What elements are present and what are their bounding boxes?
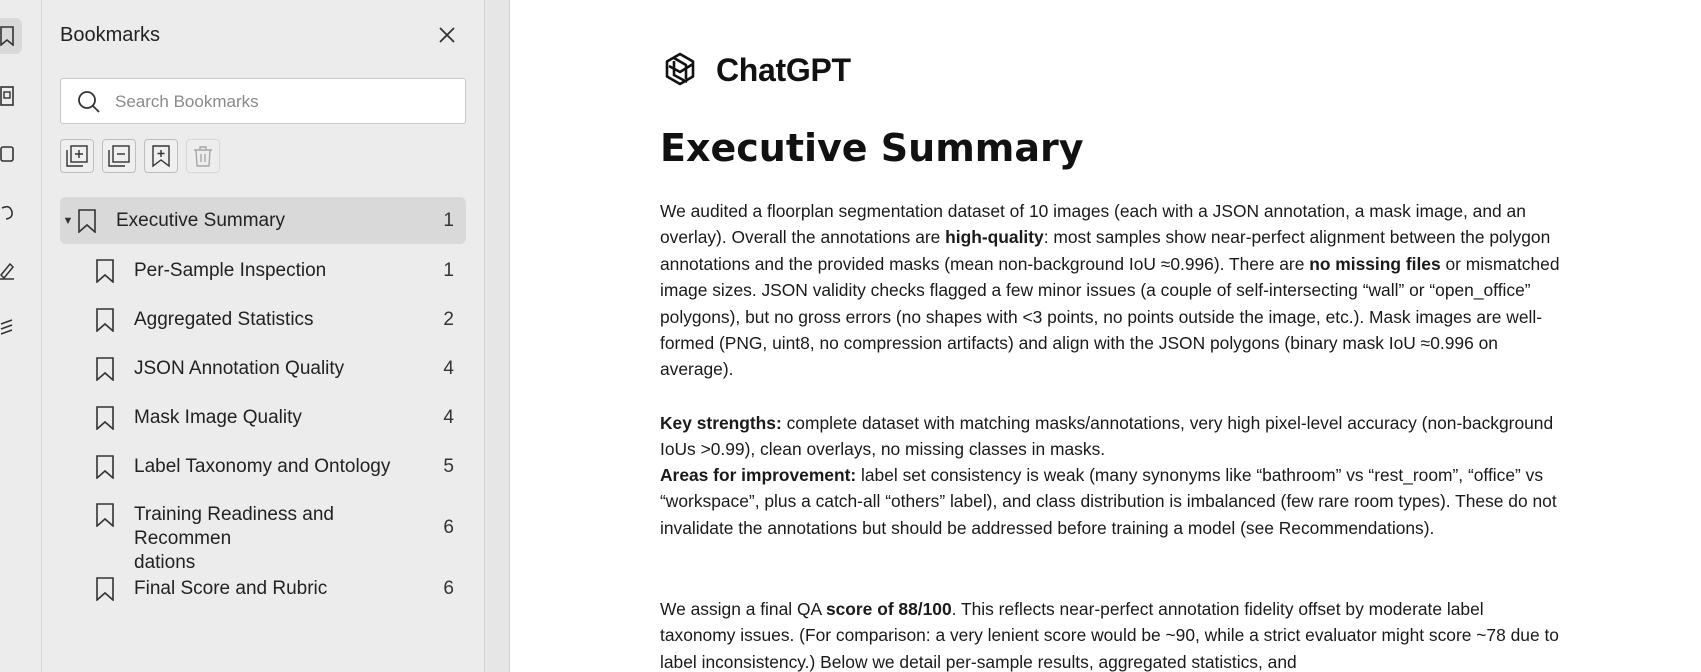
signature-icon [0,260,14,280]
collapse-all-icon [107,144,131,168]
summary-paragraph-1 [660,198,1560,383]
text-run: We audited a floorplan segmentation dataset of 10 images (each with a JSON annotation, a mask image, and an overlay). Overall the annotations are [660,201,1526,248]
thumbnails-rail-button[interactable] [0,78,22,114]
search-input[interactable] [113,79,457,125]
bookmarks-toolbar [60,139,220,173]
document-title: Executive Summary [660,126,1084,170]
bookmarks-panel [42,0,485,672]
bookmark-item-per-sample-inspection[interactable] [60,246,466,295]
bookmark-item-training-readiness[interactable] [60,491,466,573]
brand-name: ChatGPT [716,51,851,88]
bookmark-list [60,197,466,613]
text-run: or mismatched image sizes. JSON validity checks flagged a few minor issues (a couple of self-intersecting “wall” or “open_office” polygons), but no gross errors (no shapes with <3 points, no points outside the image, etc.). Mask images are well-formed (PNG, uint8, no compression artifacts) and align with the JSON polygons (binary mask IoU ≈0.996 on average). [660,253,1560,380]
bookmark-item-mask-image-quality[interactable] [60,393,466,442]
text-run: We assign a final QA [660,599,826,619]
text-run: : most samples show near-perfect alignment between the polygon annotations and the provided masks (mean non-background IoU ≈0.996). There are [660,227,1551,274]
bookmark-icon [96,503,114,527]
bold-text-run: no missing files [1309,253,1441,274]
bold-text-run: Key strengths: [660,413,782,433]
bookmark-item-executive-summary[interactable] [60,197,466,244]
bookmark-icon [96,455,114,479]
expand-all-button[interactable] [60,139,94,173]
bookmark-item-json-annotation-quality[interactable] [60,344,466,393]
brand-header [660,50,851,90]
bookmark-page-number: 4 [443,357,454,379]
bookmark-label-line-1: Training Readiness and Recommen [134,504,334,549]
bookmark-item-aggregated-statistics[interactable] [60,295,466,344]
trash-icon [191,144,215,168]
text-run: label set consistency is weak (many synonyms like “bathroom” vs “rest_room”, “office” vs “workspace”, plus a catch-all “others” label), and class distribution is imbalanced (few rare room types). These do not invalidate the annotations but should be addressed before training a model (see Recommendations). [660,465,1557,538]
openai-logo-icon [660,50,700,90]
bookmark-icon [96,406,114,430]
bookmark-label: JSON Annotation Quality [134,357,345,379]
bookmark-page-number: 4 [443,406,454,428]
layers-icon [0,318,14,338]
expand-caret-icon[interactable]: ▼ [62,214,74,227]
bookmark-label: Executive Summary [116,209,285,231]
layers-rail-button[interactable] [0,310,22,346]
bold-text-run: high-quality [945,227,1044,248]
navigation-rail [0,0,42,672]
bookmark-item-label-taxonomy[interactable] [60,442,466,491]
bookmark-page-number: 6 [443,516,454,538]
bookmark-icon [78,209,96,233]
bookmark-icon [96,577,114,601]
search-icon [77,90,101,114]
bookmark-page-number: 1 [443,209,454,231]
bookmark-page-number: 1 [443,259,454,281]
signatures-rail-button[interactable] [0,252,22,288]
add-bookmark-button[interactable] [144,139,178,173]
search-box [60,78,466,124]
expand-all-icon [65,144,89,168]
bookmark-icon [96,259,114,283]
bookmark-icon [96,357,114,381]
delete-bookmark-button[interactable] [186,139,220,173]
bookmark-item-final-score[interactable] [60,564,466,613]
bookmark-label: Aggregated Statistics [134,308,314,330]
areas-for-improvement-paragraph [660,462,1560,541]
key-strengths-paragraph [660,410,1560,463]
bold-text-run: Areas for improvement: [660,465,857,485]
text-run: . This reflects near-perfect annotation fidelity offset by moderate label taxonomy issues. (For comparison: a very lenient score would be ~90, while a strict evaluator might score ~78 due to label inconsistency.) Below we detail per-sample results, aggregated statistics, and [660,599,1559,672]
bold-text-run: score of 88/100 [825,599,952,619]
add-bookmark-icon [149,144,173,168]
bookmark-page-number: 2 [443,308,454,330]
final-score-paragraph [660,596,1560,672]
bookmark-label: Label Taxonomy and Ontology [134,455,391,477]
bookmark-label: Final Score and Rubric [134,577,328,599]
collapse-all-button[interactable] [102,139,136,173]
thumbnail-icon [0,86,14,106]
text-run: complete dataset with matching masks/annotations, very high pixel-level accuracy (non-background IoUs >0.99), clean overlays, no missing classes in masks. [660,413,1554,460]
bookmark-icon [96,308,114,332]
bookmark-page-number: 6 [443,577,454,599]
bookmark-label: Per-Sample Inspection [134,259,327,281]
panel-title: Bookmarks [60,24,161,46]
bookmarks-rail-button[interactable] [0,18,22,54]
close-icon [438,26,456,44]
bookmark-icon [0,26,14,46]
bookmark-label: Mask Image Quality [134,406,302,428]
attachments-rail-button[interactable] [0,194,22,230]
page-icon [0,144,14,164]
bookmark-page-number: 5 [443,455,454,477]
close-panel-button[interactable] [436,24,458,46]
bookmark-label-line-2: dations [134,552,196,573]
document-page [509,0,1701,672]
pages-rail-button[interactable] [0,136,22,172]
paperclip-icon [0,202,14,222]
